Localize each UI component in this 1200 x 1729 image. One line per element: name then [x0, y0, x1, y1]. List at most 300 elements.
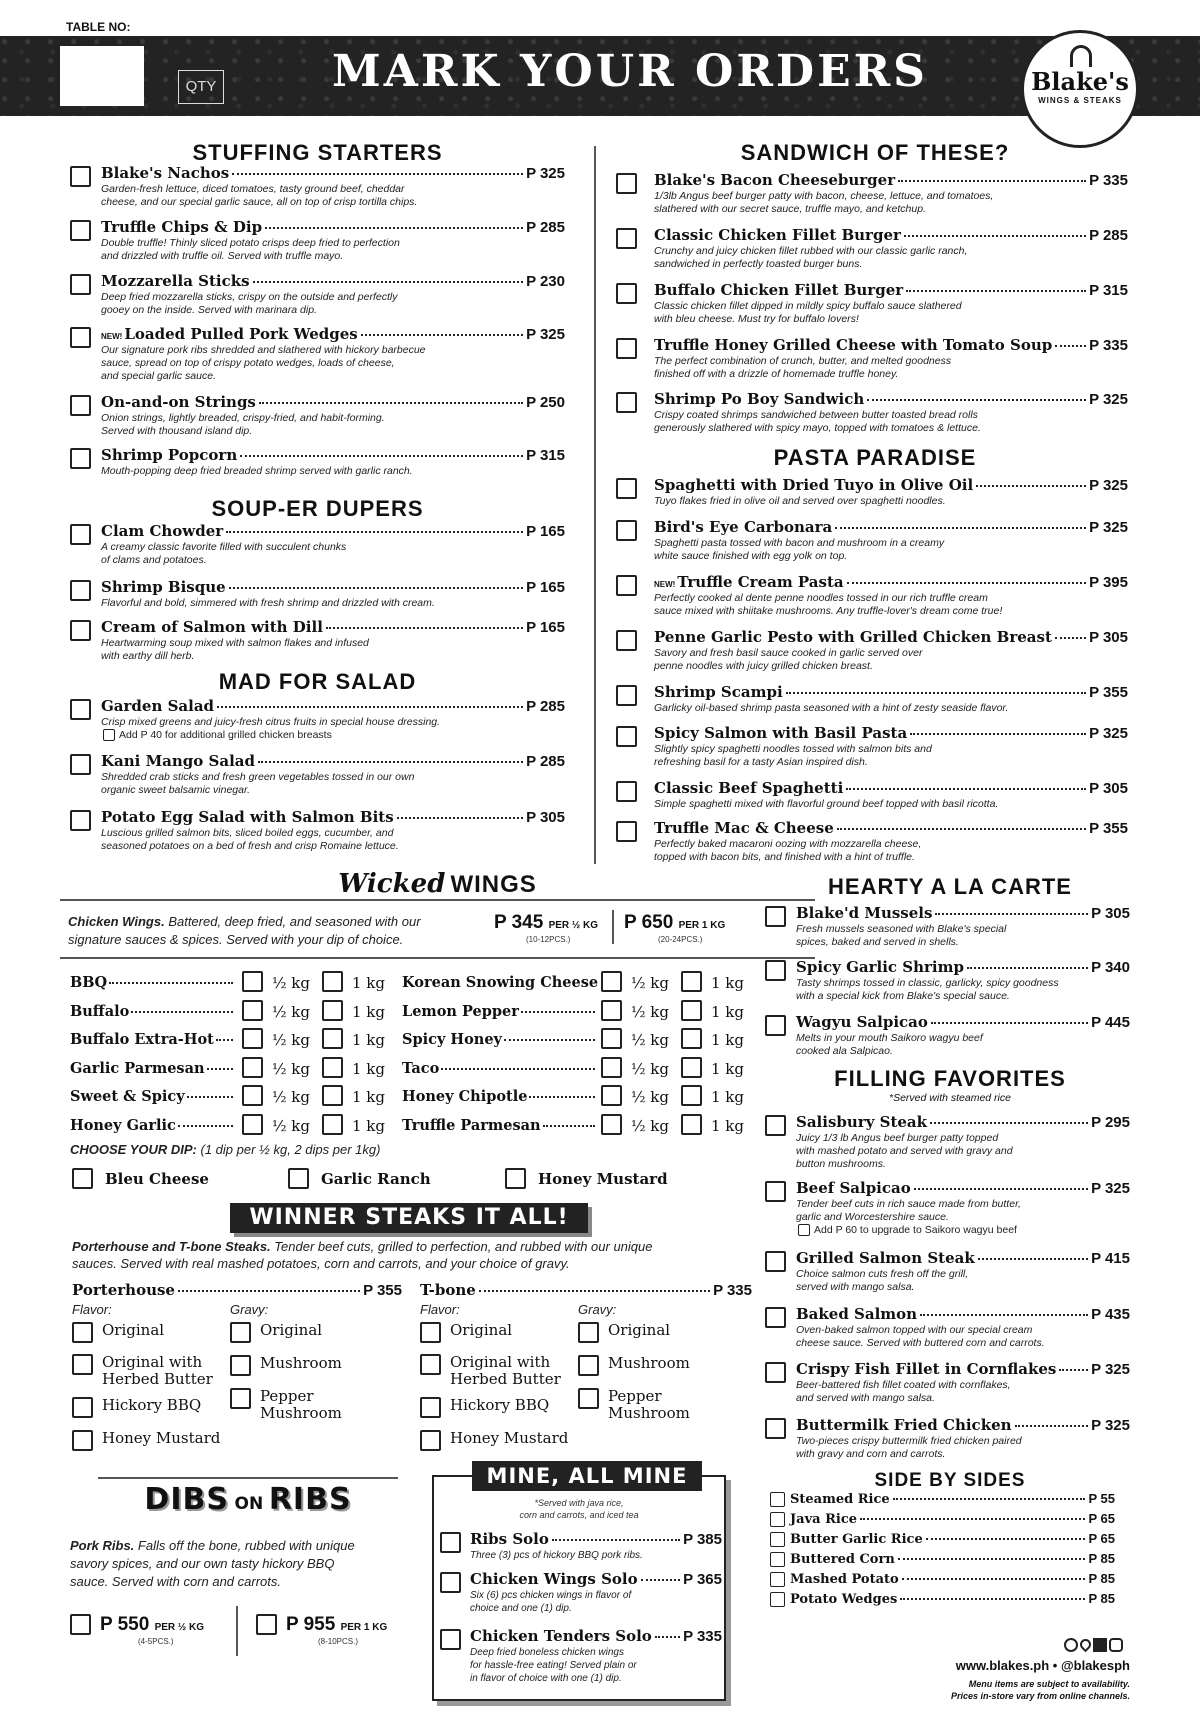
- item-checkbox[interactable]: [765, 1418, 786, 1439]
- item-name: Spicy Garlic Shrimp: [796, 958, 964, 976]
- menu-item-line: [101, 752, 565, 770]
- menu-item-line: [101, 272, 565, 290]
- item-price: P 355: [1089, 820, 1128, 837]
- item-price: P 395: [1089, 574, 1128, 591]
- item-checkbox[interactable]: [70, 620, 91, 641]
- menu-item-line: [101, 522, 565, 540]
- half-kg-label: ½ kg: [272, 974, 310, 992]
- gravy-option: Original: [608, 1321, 671, 1339]
- half-kg-checkbox[interactable]: [242, 971, 263, 992]
- item-description: Three (3) pcs of hickory BBQ pork ribs.: [470, 1550, 643, 1561]
- half-kg-checkbox[interactable]: [242, 1114, 263, 1135]
- dot-leader: [860, 1518, 1085, 1520]
- page-title: MARK YOUR ORDERS: [332, 46, 928, 97]
- dip-checkbox[interactable]: [288, 1168, 309, 1189]
- side-checkbox[interactable]: [770, 1572, 785, 1587]
- menu-item-line: [101, 618, 565, 636]
- item-checkbox[interactable]: [616, 575, 637, 596]
- dot-leader: [835, 527, 1086, 529]
- divider: [98, 1477, 398, 1479]
- menu-item-line: [654, 336, 1128, 354]
- flavor-checkbox[interactable]: [72, 1354, 93, 1375]
- item-checkbox[interactable]: [616, 520, 637, 541]
- item-checkbox[interactable]: [70, 220, 91, 241]
- item-description: Heartwarming soup mixed with salmon flakes and infused: [101, 637, 369, 649]
- one-kg-checkbox[interactable]: [322, 1028, 343, 1049]
- menu-item-line: [101, 446, 565, 464]
- item-name: Spaghetti with Dried Tuyo in Olive Oil: [654, 476, 974, 494]
- item-name: Blake'd Mussels: [796, 904, 933, 922]
- flavor-checkbox[interactable]: [420, 1322, 441, 1343]
- flavor-option: Hickory BBQ: [102, 1396, 202, 1414]
- gravy-label: Gravy:: [578, 1302, 617, 1317]
- item-description: gooey on the inside. Served with marinara dip.: [101, 304, 317, 316]
- dot-leader: [529, 1096, 595, 1098]
- flavor-checkbox[interactable]: [420, 1354, 441, 1375]
- flavor-checkbox[interactable]: [420, 1397, 441, 1418]
- website-handle[interactable]: www.blakes.ph • @blakesph: [955, 1658, 1130, 1673]
- item-checkbox[interactable]: [616, 173, 637, 194]
- globe-icon[interactable]: [1064, 1638, 1078, 1652]
- item-checkbox[interactable]: [765, 1181, 786, 1202]
- item-checkbox[interactable]: [616, 392, 637, 413]
- item-name: Loaded Pulled Pork Wedges: [124, 325, 358, 343]
- dot-leader: [441, 1068, 595, 1070]
- menu-item-line: [654, 573, 1128, 591]
- item-checkbox[interactable]: [70, 810, 91, 831]
- dot-leader: [1055, 637, 1086, 639]
- half-kg-checkbox[interactable]: [601, 971, 622, 992]
- item-description: topped with bacon bits, and finished with a hint of truffle.: [654, 851, 915, 863]
- item-name: Baked Salmon: [796, 1305, 918, 1323]
- item-price: P 325: [1089, 391, 1128, 408]
- divider: [60, 899, 815, 901]
- table-number-box[interactable]: [60, 46, 144, 106]
- half-kg-checkbox[interactable]: [601, 1028, 622, 1049]
- flavor-checkbox[interactable]: [72, 1397, 93, 1418]
- item-checkbox[interactable]: [765, 906, 786, 927]
- flavor-checkbox[interactable]: [72, 1430, 93, 1451]
- instagram-icon[interactable]: [1109, 1638, 1123, 1652]
- half-kg-label: ½ kg: [272, 1031, 310, 1049]
- item-name: Beef Salpicao: [796, 1179, 911, 1197]
- item-checkbox[interactable]: [616, 726, 637, 747]
- dot-leader: [259, 402, 523, 404]
- section-title-mine: MINE, ALL MINE: [472, 1461, 702, 1491]
- menu-item-line: [470, 1530, 722, 1548]
- dot-leader: [867, 399, 1086, 401]
- one-kg-label: 1 kg: [352, 974, 386, 992]
- menu-item-line: [796, 1249, 1130, 1267]
- item-name: Penne Garlic Pesto with Grilled Chicken Breast: [654, 628, 1052, 646]
- one-kg-checkbox[interactable]: [681, 1000, 702, 1021]
- menu-item-line: [654, 819, 1128, 837]
- item-checkbox[interactable]: [440, 1572, 461, 1593]
- menu-item-line: [654, 779, 1128, 797]
- half-kg-checkbox[interactable]: [242, 1028, 263, 1049]
- menu-item-line: [796, 1416, 1130, 1434]
- wing-flavor: [402, 1088, 597, 1105]
- item-description: Deep fried mozzarella sticks, crispy on the outside and perfectly: [101, 291, 398, 303]
- item-description: button mushrooms.: [796, 1158, 886, 1170]
- item-description: cheese sauce. Served with buttered corn and carrots.: [796, 1337, 1045, 1349]
- gravy-checkbox[interactable]: [578, 1322, 599, 1343]
- item-name: Shrimp Po Boy Sandwich: [654, 390, 865, 408]
- item-description: A creamy classic favorite filled with succulent chunks: [101, 541, 347, 553]
- item-description: cooked ala Salpicao.: [796, 1045, 893, 1057]
- item-checkbox[interactable]: [616, 283, 637, 304]
- half-kg-checkbox[interactable]: [601, 1057, 622, 1078]
- item-description: organic sweet balsamic vinegar.: [101, 784, 251, 796]
- item-name: Chicken Tenders Solo: [470, 1627, 652, 1645]
- dot-leader: [914, 1188, 1088, 1190]
- dot-leader: [131, 1011, 233, 1013]
- gravy-label: Gravy:: [230, 1302, 269, 1317]
- one-kg-checkbox[interactable]: [681, 971, 702, 992]
- menu-item-line: [101, 578, 565, 596]
- addon-text: Add P 40 for additional grilled chicken breasts: [119, 729, 332, 741]
- item-description: Shredded crab sticks and fresh green vegetables tossed in our own: [101, 771, 415, 783]
- item-name: Clam Chowder: [101, 522, 224, 540]
- dot-leader: [846, 788, 1086, 790]
- new-badge: NEW!: [654, 580, 676, 589]
- wing-flavor: [402, 1003, 597, 1020]
- location-icon[interactable]: [1078, 1637, 1094, 1653]
- one-kg-label: 1 kg: [711, 1088, 745, 1106]
- item-name: Crispy Fish Fillet in Cornflakes: [796, 1360, 1057, 1378]
- item-checkbox[interactable]: [70, 395, 91, 416]
- ribs-intro: Pork Ribs. Falls off the bone, rubbed with unique savory spices, and our own tasty hickory BBQ sauce. Served with corn and carrots.: [70, 1538, 355, 1589]
- dot-leader: [178, 1125, 233, 1127]
- half-kg-checkbox[interactable]: [242, 1085, 263, 1106]
- side-item-line: [790, 1531, 1115, 1547]
- item-name: Potato Egg Salad with Salmon Bits: [101, 808, 394, 826]
- item-price: P 325: [1089, 477, 1128, 494]
- wing-flavor: [402, 1060, 597, 1077]
- flavor-name: Honey Chipotle: [402, 1088, 528, 1105]
- side-checkbox[interactable]: [770, 1552, 785, 1567]
- ribs-half-checkbox[interactable]: [70, 1614, 91, 1635]
- item-name: Shrimp Bisque: [101, 578, 226, 596]
- flavor-name: Lemon Pepper: [402, 1002, 519, 1020]
- wings-price-half: P 345 PER ½ KG: [494, 912, 599, 933]
- one-kg-checkbox[interactable]: [681, 1085, 702, 1106]
- item-description: served with mango salsa.: [796, 1281, 915, 1293]
- item-checkbox[interactable]: [616, 338, 637, 359]
- gravy-option: Original: [260, 1321, 323, 1339]
- item-checkbox[interactable]: [616, 228, 637, 249]
- dot-leader: [258, 761, 523, 763]
- item-description: generously slathered with spicy mayo, topped with tomatoes & lettuce.: [654, 422, 981, 434]
- wings-pcs-half: (10-12PCS.): [526, 935, 571, 944]
- dot-leader: [229, 587, 523, 589]
- menu-item-line: [796, 1179, 1130, 1197]
- item-checkbox[interactable]: [70, 580, 91, 601]
- dot-leader: [479, 1290, 710, 1292]
- ribs-price-full: P 955 PER 1 KG: [286, 1614, 388, 1635]
- menu-item-line: [654, 724, 1128, 742]
- item-checkbox[interactable]: [616, 685, 637, 706]
- dot-leader: [109, 982, 233, 984]
- wings-intro: Chicken Wings. Battered, deep fried, and seasoned with our signature sauces & spices. Served with your dip of choice.: [68, 914, 421, 947]
- flavor-label: Flavor:: [420, 1302, 460, 1317]
- one-kg-label: 1 kg: [352, 1116, 386, 1135]
- menu-item-line: [654, 281, 1128, 299]
- one-kg-checkbox[interactable]: [322, 1114, 343, 1135]
- dot-leader: [207, 1068, 233, 1070]
- item-description: Slightly spicy spaghetti noodles tossed with salmon bits and: [654, 743, 932, 755]
- cut-name: T-bone: [420, 1281, 476, 1299]
- qty-label: QTY: [178, 70, 224, 104]
- item-name: Shrimp Scampi: [654, 683, 783, 701]
- half-kg-label: ½ kg: [631, 1059, 669, 1078]
- flavor-name: Korean Snowing Cheese: [402, 974, 599, 991]
- one-kg-checkbox[interactable]: [681, 1114, 702, 1135]
- column-divider: [594, 146, 596, 864]
- dot-leader: [926, 1538, 1086, 1540]
- menu-item-line: [796, 1113, 1130, 1131]
- one-kg-checkbox[interactable]: [681, 1057, 702, 1078]
- dot-leader: [226, 531, 523, 533]
- dot-leader: [935, 913, 1088, 915]
- item-checkbox[interactable]: [765, 960, 786, 981]
- new-badge: NEW!: [101, 332, 123, 341]
- addon-checkbox[interactable]: [798, 1224, 810, 1236]
- section-title-salads: MAD FOR SALAD: [218, 669, 417, 694]
- gravy-checkbox[interactable]: [230, 1322, 251, 1343]
- gravy-option: Mushroom: [260, 1354, 342, 1372]
- flavor-checkbox[interactable]: [72, 1322, 93, 1343]
- flavor-name: Garlic Parmesan: [70, 1059, 205, 1077]
- item-price: P 85: [1088, 1551, 1115, 1566]
- item-checkbox[interactable]: [616, 630, 637, 651]
- item-description: refreshing basil for a tasty Asian inspired dish.: [654, 756, 868, 768]
- item-checkbox[interactable]: [70, 448, 91, 469]
- item-checkbox[interactable]: [616, 781, 637, 802]
- menu-item-line: [654, 476, 1128, 494]
- item-checkbox[interactable]: [765, 1015, 786, 1036]
- addon-checkbox[interactable]: [103, 729, 115, 741]
- item-description: Tender beef cuts in rich sauce made from butter,: [796, 1198, 1021, 1210]
- item-description: Spaghetti pasta tossed with bacon and mushroom in a creamy: [654, 537, 945, 549]
- half-kg-label: ½ kg: [631, 1031, 669, 1049]
- item-description: Served with thousand island dip.: [101, 425, 253, 437]
- item-checkbox[interactable]: [70, 524, 91, 545]
- flavor-name: Spicy Honey: [402, 1031, 502, 1048]
- item-name: Potato Wedges: [790, 1592, 898, 1607]
- item-description: finished off with a drizzle of homemade truffle honey.: [654, 368, 899, 380]
- item-name: Classic Beef Spaghetti: [654, 779, 844, 797]
- menu-item-line: [654, 518, 1128, 536]
- one-kg-label: 1 kg: [711, 974, 745, 992]
- flavor-label: Flavor:: [72, 1302, 112, 1317]
- item-name: Salisbury Steak: [796, 1113, 928, 1131]
- menu-item-line: [796, 1305, 1130, 1323]
- item-name: Chicken Wings Solo: [470, 1570, 638, 1588]
- item-description: Simple spaghetti mixed with flavorful ground beef topped with basil ricotta.: [654, 798, 999, 810]
- dot-leader: [178, 1290, 360, 1292]
- half-kg-label: ½ kg: [272, 1088, 310, 1106]
- half-kg-checkbox[interactable]: [601, 1085, 622, 1106]
- item-description: garlic and Worcestershire sauce.: [796, 1211, 949, 1223]
- item-description: with bleu cheese. Must try for buffalo lovers!: [654, 313, 859, 325]
- menu-item-line: [654, 390, 1128, 408]
- item-checkbox[interactable]: [616, 821, 637, 842]
- item-name: Kani Mango Salad: [101, 752, 255, 770]
- item-price: P 85: [1088, 1591, 1115, 1606]
- wing-flavor: [70, 974, 235, 991]
- wing-flavor: [70, 1003, 235, 1020]
- item-price: P 295: [1091, 1114, 1130, 1131]
- side-checkbox[interactable]: [770, 1592, 785, 1607]
- item-price: P 250: [526, 394, 565, 411]
- menu-item-line: [796, 1360, 1130, 1378]
- dot-leader: [232, 173, 523, 175]
- half-kg-checkbox[interactable]: [601, 1000, 622, 1021]
- dot-leader: [902, 1578, 1086, 1580]
- footer-note: Menu items are subject to availability. Prices in-store vary from online channels.: [950, 1679, 1130, 1701]
- half-kg-checkbox[interactable]: [242, 1057, 263, 1078]
- menu-item-line: [101, 164, 565, 182]
- item-description: Garden-fresh lettuce, diced tomatoes, tasty ground beef, cheddar: [101, 183, 405, 195]
- item-price: P 445: [1091, 1014, 1130, 1031]
- item-description: Savory and fresh basil sauce cooked in garlic served over: [654, 647, 923, 659]
- dot-leader: [900, 1598, 1085, 1600]
- cut-name: Porterhouse: [72, 1281, 175, 1299]
- flavor-option: Original: [102, 1321, 165, 1339]
- half-kg-checkbox[interactable]: [242, 1000, 263, 1021]
- item-name: Ribs Solo: [470, 1530, 549, 1548]
- item-name: Classic Chicken Fillet Burger: [654, 226, 901, 244]
- dot-leader: [893, 1498, 1086, 1500]
- item-name: Wagyu Salpicao: [796, 1013, 928, 1031]
- item-checkbox[interactable]: [440, 1532, 461, 1553]
- item-checkbox[interactable]: [440, 1629, 461, 1650]
- item-description: Flavorful and bold, simmered with fresh shrimp and drizzled with cream.: [101, 597, 435, 609]
- wings-price-full: P 650 PER 1 KG: [624, 912, 726, 933]
- item-name: Truffle Mac & Cheese: [654, 819, 834, 837]
- gravy-checkbox[interactable]: [578, 1388, 599, 1409]
- item-description: spices, baked and served in shells.: [796, 936, 959, 948]
- item-description: Six (6) pcs chicken wings in flavor of: [470, 1590, 632, 1601]
- section-title-starters: STUFFING STARTERS: [192, 140, 443, 165]
- dot-leader: [898, 180, 1086, 182]
- item-price: P 165: [526, 619, 565, 636]
- menu-item-line: [101, 393, 565, 411]
- flavor-checkbox[interactable]: [420, 1430, 441, 1451]
- dot-leader: [543, 1125, 595, 1127]
- item-price: P 285: [526, 753, 565, 770]
- item-checkbox[interactable]: [765, 1362, 786, 1383]
- ribs-price-half: P 550 PER ½ KG: [100, 1614, 205, 1635]
- item-checkbox[interactable]: [765, 1307, 786, 1328]
- item-description: Two-pieces crispy buttermilk fried chicken paired: [796, 1435, 1022, 1447]
- half-kg-checkbox[interactable]: [601, 1114, 622, 1135]
- item-price: P 305: [1089, 780, 1128, 797]
- item-price: P 285: [526, 698, 565, 715]
- gravy-option: Mushroom: [608, 1354, 690, 1372]
- divider: [236, 1606, 238, 1656]
- item-name: Steamed Rice: [790, 1492, 890, 1507]
- dot-leader: [240, 455, 523, 457]
- item-checkbox[interactable]: [765, 1115, 786, 1136]
- section-title-steaks: WINNER STEAKS IT ALL!: [230, 1203, 588, 1233]
- dot-leader: [847, 582, 1086, 584]
- dot-leader: [910, 733, 1086, 735]
- item-description: Beer-battered fish fillet coated with cornflakes,: [796, 1379, 1011, 1391]
- side-checkbox[interactable]: [770, 1492, 785, 1507]
- dot-leader: [641, 1579, 680, 1581]
- section-title-sandwiches: SANDWICH OF THESE?: [740, 140, 1010, 165]
- item-description: with a special kick from Blake's special sauce.: [796, 990, 1010, 1002]
- wing-flavor: [402, 1031, 597, 1048]
- dot-leader: [1015, 1425, 1089, 1427]
- item-checkbox[interactable]: [70, 274, 91, 295]
- ribs-pcs-half: (4-5PCS.): [138, 1637, 174, 1646]
- dot-leader: [931, 1022, 1088, 1024]
- gravy-option: Pepper Mushroom: [260, 1387, 342, 1422]
- item-description: 1/3lb Angus beef burger patty with bacon, cheese, lettuce, and tomatoes,: [654, 190, 994, 202]
- item-price: P 325: [1091, 1361, 1130, 1378]
- cut-price: P 355: [363, 1282, 402, 1299]
- mine-note: *Served with java rice, corn and carrots, and iced tea: [519, 1498, 639, 1520]
- facebook-icon[interactable]: [1093, 1638, 1107, 1652]
- gravy-checkbox[interactable]: [230, 1355, 251, 1376]
- dot-leader: [361, 334, 523, 336]
- side-checkbox[interactable]: [770, 1532, 785, 1547]
- flavor-name: Taco: [402, 1059, 440, 1077]
- item-checkbox[interactable]: [70, 166, 91, 187]
- side-checkbox[interactable]: [770, 1512, 785, 1527]
- item-checkbox[interactable]: [70, 754, 91, 775]
- dip-label: Bleu Cheese: [105, 1170, 209, 1188]
- half-kg-label: ½ kg: [631, 1116, 669, 1135]
- section-title-pasta: PASTA PARADISE: [773, 445, 977, 470]
- one-kg-checkbox[interactable]: [322, 1000, 343, 1021]
- item-description: Crispy coated shrimps sandwiched between butter toasted bread rolls: [654, 409, 978, 421]
- divider: [612, 910, 614, 944]
- item-checkbox[interactable]: [70, 699, 91, 720]
- item-checkbox[interactable]: [70, 327, 91, 348]
- ribs-full-checkbox[interactable]: [256, 1614, 277, 1635]
- item-price: P 65: [1088, 1531, 1115, 1546]
- item-description: Perfectly cooked al dente penne noodles tossed in our rich truffle cream: [654, 592, 988, 604]
- gravy-checkbox[interactable]: [230, 1388, 251, 1409]
- one-kg-checkbox[interactable]: [322, 1057, 343, 1078]
- item-description: Classic chicken fillet dipped in mildly spicy buffalo sauce slathered: [654, 300, 962, 312]
- wing-flavor: [70, 1088, 235, 1105]
- section-title-wings: Wicked WINGS: [338, 869, 537, 899]
- steaks-intro: Porterhouse and T-bone Steaks. Tender beef cuts, grilled to perfection, and rubbed with our unique sauces. Served with real mashed potatoes, corn and carrots, and your choice of gravy.: [72, 1239, 653, 1271]
- item-price: P 315: [1089, 282, 1128, 299]
- item-price: P 335: [1089, 172, 1128, 189]
- one-kg-checkbox[interactable]: [322, 971, 343, 992]
- one-kg-label: 1 kg: [352, 1002, 386, 1021]
- item-checkbox[interactable]: [616, 478, 637, 499]
- dot-leader: [898, 1558, 1086, 1560]
- gravy-checkbox[interactable]: [578, 1355, 599, 1376]
- item-description: Tuyo flakes fried in olive oil and served over spaghetti noodles.: [654, 495, 946, 507]
- section-title-ribs: DIBS ON RIBS: [144, 1482, 352, 1517]
- item-checkbox[interactable]: [765, 1251, 786, 1272]
- item-description: and special garlic sauce.: [101, 370, 216, 382]
- one-kg-checkbox[interactable]: [681, 1028, 702, 1049]
- item-price: P 335: [683, 1628, 722, 1645]
- dip-checkbox[interactable]: [505, 1168, 526, 1189]
- flavor-option: Honey Mustard: [450, 1429, 569, 1447]
- dip-checkbox[interactable]: [72, 1168, 93, 1189]
- one-kg-checkbox[interactable]: [322, 1085, 343, 1106]
